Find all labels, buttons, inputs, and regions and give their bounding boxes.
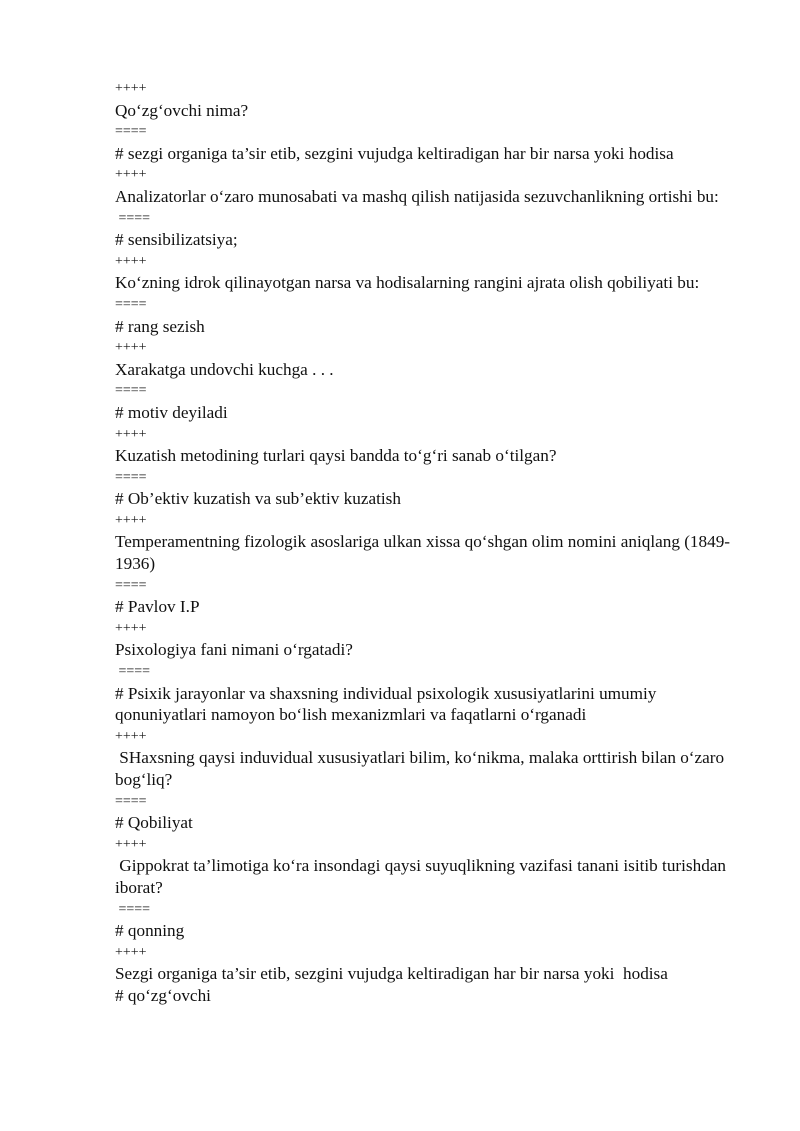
question-text: SHaxsning qaysi induvidual xususiyatlari bilim, ko‘nikma, malaka orttirish bilan o‘zaro bog‘liq?	[115, 748, 729, 789]
answer-text: # rang sezish	[115, 316, 205, 336]
answer-separator: ====	[115, 793, 147, 809]
answer-text: # Pavlov I.P	[115, 597, 200, 617]
answer-separator: ====	[115, 901, 151, 917]
answer-text: # sezgi organiga ta’sir etib, sezgini vujudga keltiradigan har bir narsa yoki hodisa	[115, 143, 674, 163]
question-text: Analizatorlar o‘zaro munosabati va mashq qilish natijasida sezuvchanlikning ortishi bu:	[115, 186, 719, 206]
answer-text: # Qobiliyat	[115, 813, 193, 833]
answer-separator: ====	[115, 383, 147, 399]
question-text: Qo‘zg‘ovchi nima?	[115, 100, 249, 120]
question-separator: ++++	[115, 253, 147, 269]
question-separator: ++++	[115, 167, 147, 183]
question-text: Psixologiya fani nimani o‘rgatadi?	[115, 640, 353, 660]
question-separator: ++++	[115, 944, 147, 960]
answer-separator: ====	[115, 124, 147, 140]
question-text: Gippokrat ta’limotiga ko‘ra insondagi qaysi suyuqlikning vazifasi tanani isitib turishdan iborat?	[115, 856, 731, 897]
answer-text: # Ob’ektiv kuzatish va sub’ektiv kuzatish	[115, 489, 401, 509]
answer-separator: ====	[115, 469, 147, 485]
answer-separator: ====	[115, 296, 147, 312]
question-text: Xarakatga undovchi kuchga . . .	[115, 359, 334, 379]
question-separator: ++++	[115, 340, 147, 356]
answer-separator: ====	[115, 664, 151, 680]
answer-separator: ====	[115, 577, 147, 593]
answer-text: # Psixik jarayonlar va shaxsning individual psixologik xususiyatlarini umumiy qonuniyatlari namoyon bo‘lish mexanizmlari va faqatlarni o‘rganadi	[115, 683, 661, 725]
answer-text: # qonning	[115, 921, 185, 941]
question-text: Temperamentning fizologik asoslariga ulkan xissa qo‘shgan olim nomini aniqlang (1849-1936)	[115, 532, 731, 574]
document-page	[115, 78, 745, 1007]
question-separator: ++++	[115, 81, 147, 96]
question-separator: ++++	[115, 426, 147, 442]
answer-separator: ====	[115, 210, 151, 226]
question-text: Ko‘zning idrok qilinayotgan narsa va hodisalarning rangini ajrata olish qobiliyati bu:	[115, 273, 700, 293]
question-text: Sezgi organiga ta’sir etib, sezgini vujudga keltiradigan har bir narsa yoki hodisa	[115, 964, 668, 984]
question-separator: ++++	[115, 512, 147, 528]
question-separator: ++++	[115, 728, 147, 744]
answer-text: # motiv deyiladi	[115, 402, 228, 422]
answer-text: # sensibilizatsiya;	[115, 230, 238, 250]
answer-text: # qo‘zg‘ovchi	[115, 985, 211, 1005]
question-separator: ++++	[115, 836, 147, 852]
question-text: Kuzatish metodining turlari qaysi bandda to‘g‘ri sanab o‘tilgan?	[115, 446, 557, 466]
question-separator: ++++	[115, 620, 147, 636]
